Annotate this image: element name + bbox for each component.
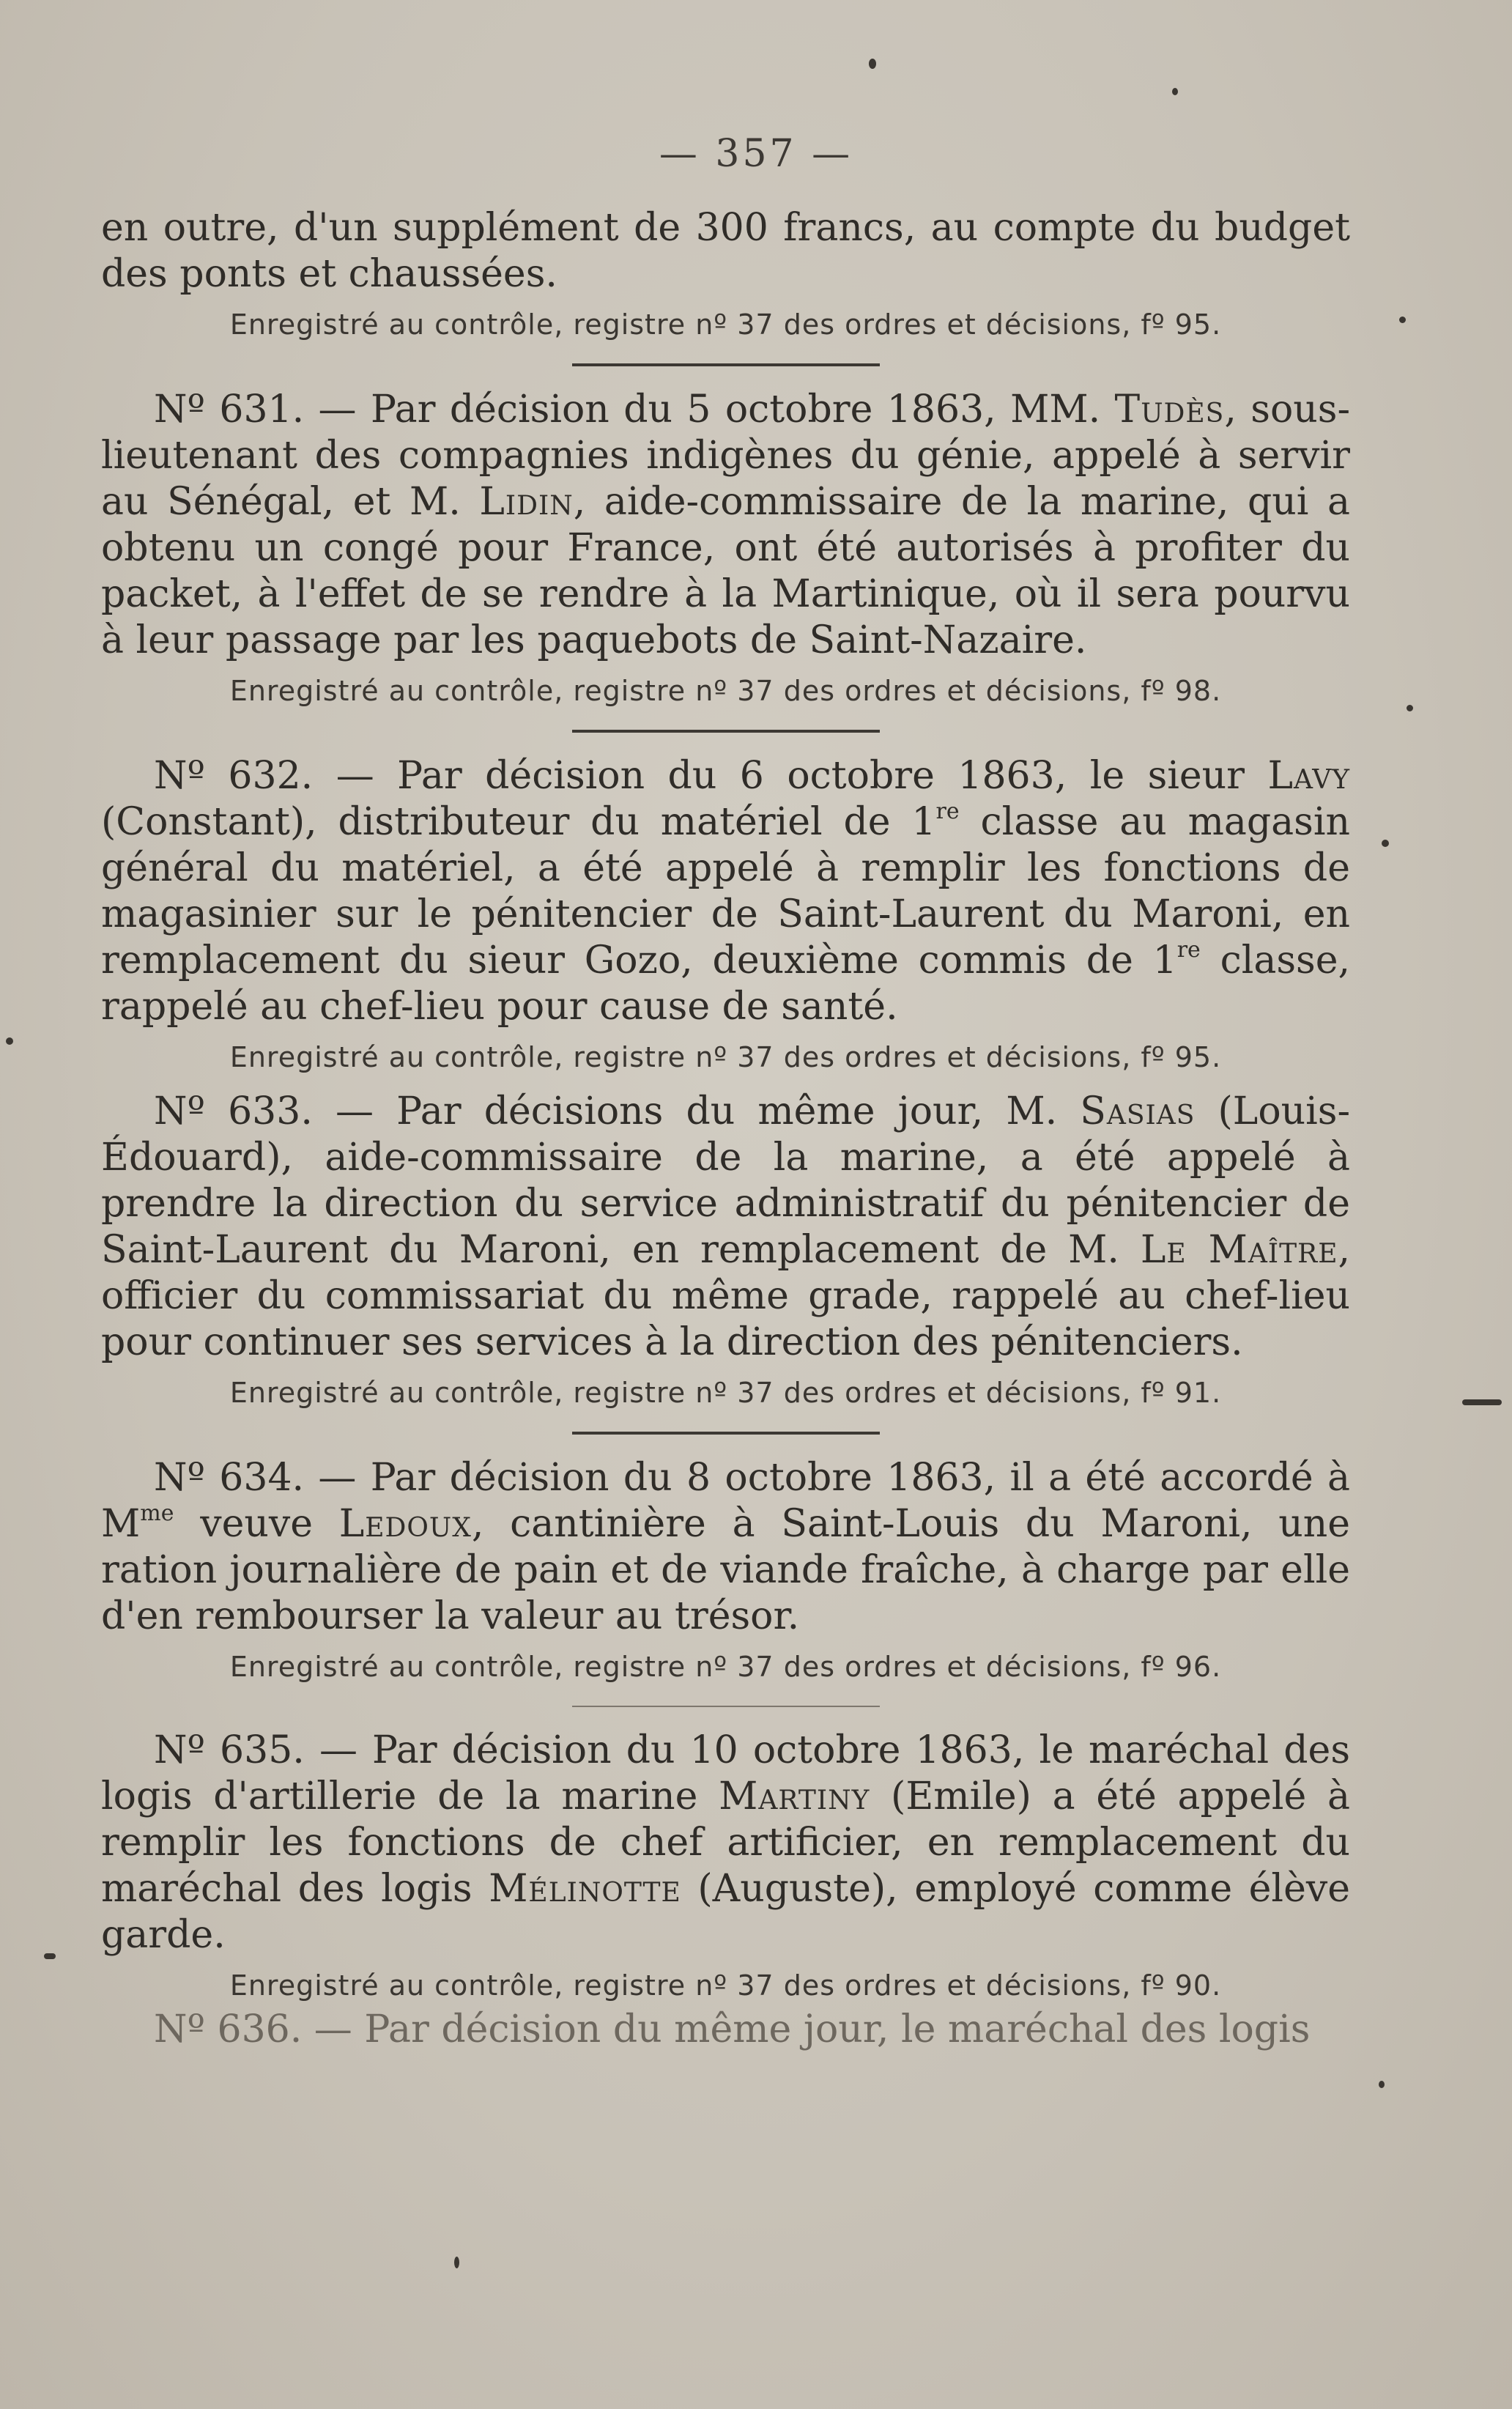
paper-speck bbox=[1407, 705, 1413, 711]
ordinal-superscript: re bbox=[1176, 937, 1201, 963]
section-divider bbox=[572, 730, 880, 733]
paper-speck bbox=[1379, 2081, 1385, 2088]
decision-633: Nº 633. — Par décisions du même jour, M. Sasias (Louis-Édouard), aide-commissaire de la marine, a été appelé à prendre la direction du service administratif du pénitencier de Saint-Laurent du Maroni, en remplacement de M. Le Maître, officier du commissariat du même grade, rappelé au chef-lieu pour continuer ses services à la direction des pénitenciers. bbox=[101, 1089, 1351, 1364]
section-divider bbox=[572, 1706, 880, 1707]
decision-number: Nº 636. bbox=[154, 2008, 303, 2051]
paper-speck bbox=[1172, 88, 1178, 95]
registration-line: Enregistré au contrôle, registre nº 37 des ordres et décisions, fº 96. bbox=[229, 1651, 1222, 1683]
person-name: Martiny bbox=[719, 1775, 870, 1818]
paper-speck bbox=[869, 59, 876, 69]
title-superscript: me bbox=[140, 1500, 174, 1526]
paper-speck bbox=[1399, 317, 1406, 323]
paper-speck bbox=[1462, 1399, 1502, 1405]
page-number: — 357 — bbox=[659, 132, 853, 176]
registration-line: Enregistré au contrôle, registre nº 37 des ordres et décisions, fº 95. bbox=[229, 308, 1222, 341]
registration-line: Enregistré au contrôle, registre nº 37 des ordres et décisions, fº 98. bbox=[229, 675, 1222, 707]
opening-paragraph: en outre, d'un supplément de 300 francs, au compte du budget des ponts et chaussées. bbox=[101, 206, 1350, 296]
person-name: Tudès bbox=[1114, 388, 1225, 432]
decision-number: Nº 632. bbox=[154, 754, 314, 798]
page-content bbox=[101, 205, 1350, 2053]
decision-635: Nº 635. — Par décision du 10 octobre 1863, le maréchal des logis d'artillerie de la marine Martiny (Emile) a été appelé à remplir les fonctions de chef artificier, en remplacement du maréchal des logis Mélinotte (Auguste), employé comme élève garde. bbox=[101, 1728, 1350, 1957]
paper-speck bbox=[44, 1953, 56, 1959]
decision-number: Nº 633. bbox=[154, 1089, 313, 1133]
decision-number: Nº 635. bbox=[154, 1728, 305, 1772]
person-name: Sasias bbox=[1080, 1089, 1196, 1133]
section-divider bbox=[572, 363, 880, 366]
decision-631: Nº 631. — Par décision du 5 octobre 1863, MM. Tudès, sous-lieutenant des compagnies indigènes du génie, appelé à servir au Sénégal, et M. Lidin, aide-commissaire de la marine, qui a obtenu un congé pour France, ont été autorisés à profiter du packet, à l'effet de se rendre à la Martinique, où il sera pourvu à leur passage par les paquebots de Saint-Nazaire. bbox=[101, 388, 1351, 662]
paper-speck bbox=[1382, 840, 1389, 847]
registration-line: Enregistré au contrôle, registre nº 37 des ordres et décisions, fº 95. bbox=[229, 1041, 1222, 1073]
person-name: Lavy bbox=[1267, 754, 1351, 798]
decision-636: Nº 636. — Par décision du même jour, le maréchal des logis bbox=[154, 2008, 1311, 2051]
person-name: Mélinotte bbox=[489, 1867, 681, 1911]
decision-632: Nº 632. — Par décision du 6 octobre 1863, le sieur Lavy (Constant), distributeur du matériel de 1re classe au magasin général du matériel, a été appelé à remplir les fonctions de magasinier sur le pénitencier de Saint-Laurent du Maroni, en remplacement du sieur Gozo, deuxième commis de 1re classe, rappelé au chef-lieu pour cause de santé. bbox=[101, 754, 1351, 1029]
decision-number: Nº 634. bbox=[154, 1456, 305, 1500]
person-name: Ledoux bbox=[338, 1502, 472, 1546]
registration-line: Enregistré au contrôle, registre nº 37 des ordres et décisions, fº 90. bbox=[229, 1969, 1222, 2002]
paper-speck bbox=[6, 1037, 13, 1045]
section-divider bbox=[572, 1432, 880, 1435]
decision-number: Nº 631. bbox=[154, 388, 305, 432]
person-name: Lidin bbox=[479, 480, 574, 524]
person-name: Le Maître bbox=[1140, 1228, 1338, 1272]
paper-speck bbox=[454, 2257, 459, 2268]
ordinal-superscript: re bbox=[935, 799, 960, 824]
decision-634: Nº 634. — Par décision du 8 octobre 1863, il a été accordé à $M^{me}$ veuve Ledoux, cantinière à Saint-Louis du Maroni, une ration journalière de pain et de viande fraîche, à charge par elle d'en rembourser la valeur au trésor. bbox=[101, 1456, 1351, 1638]
registration-line: Enregistré au contrôle, registre nº 37 des ordres et décisions, fº 91. bbox=[229, 1377, 1222, 1409]
